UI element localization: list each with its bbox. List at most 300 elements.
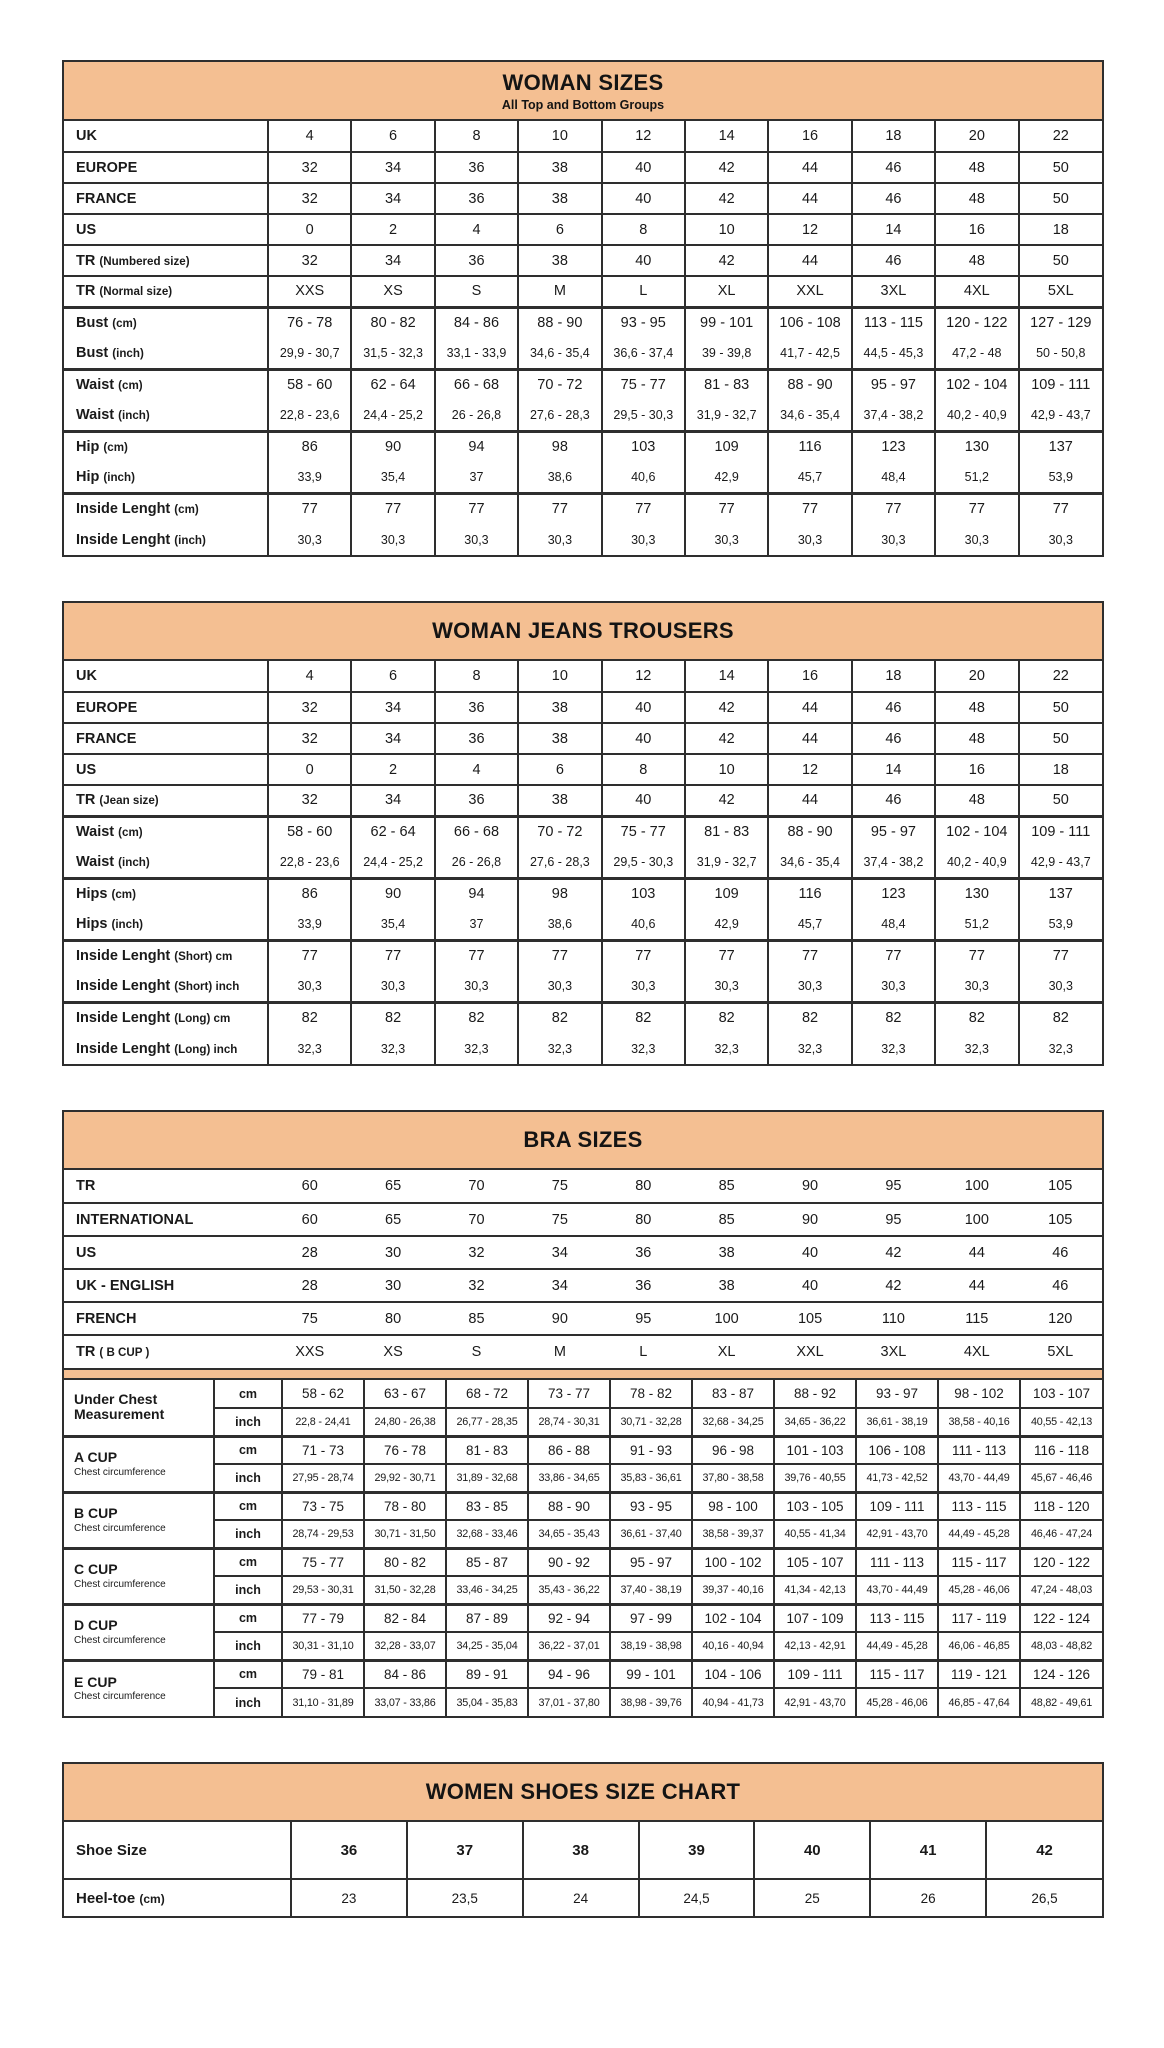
bra-sizes-table: [64, 1170, 1102, 1368]
table-row: [64, 1492, 1102, 1520]
size-cell: 95: [852, 1203, 935, 1236]
size-cell: 137: [1019, 431, 1102, 462]
row-label-detail: (cm): [112, 317, 137, 331]
size-cell: 35,4: [351, 909, 434, 940]
size-cell: 5XL: [1019, 1335, 1102, 1368]
size-cell: 34,6 - 35,4: [768, 847, 851, 878]
size-cell: 12: [602, 661, 685, 692]
size-cell: S: [435, 276, 518, 307]
size-cell: 0: [268, 754, 351, 785]
size-cell: 79 - 81: [282, 1660, 364, 1688]
cup-name: D CUP: [74, 1617, 118, 1634]
size-cell: 32: [268, 245, 351, 276]
size-cell: 50: [1019, 183, 1102, 214]
size-cell: 120 - 122: [1020, 1548, 1102, 1576]
size-cell: 58 - 60: [268, 369, 351, 400]
size-cell: 42,9 - 43,7: [1019, 847, 1102, 878]
size-cell: 30,3: [685, 971, 768, 1002]
size-cell: 105: [1048, 1178, 1073, 1194]
size-cell: 42: [685, 692, 768, 723]
size-cell: 30,3: [268, 524, 351, 555]
cup-name: B CUP: [74, 1505, 118, 1522]
table-row: [64, 1548, 1102, 1576]
row-label: Inside Lenght (Short) inch: [76, 977, 240, 994]
size-cell: 98: [518, 431, 601, 462]
table-row: [64, 785, 1102, 816]
size-cell: 102 - 104: [935, 816, 1018, 847]
row-label: US: [64, 754, 268, 785]
size-cell: 24,80 - 26,38: [364, 1408, 446, 1436]
size-cell: 30,3: [602, 524, 685, 555]
size-cell: 40,16 - 40,94: [692, 1632, 774, 1660]
size-cell: 105: [1019, 1203, 1102, 1236]
size-cell: 75: [551, 1178, 568, 1194]
size-cell: 50 - 50,8: [1019, 338, 1102, 369]
row-label: Waist (inch): [76, 406, 150, 423]
size-cell: 30,3: [768, 524, 851, 555]
size-cell: 75 - 77: [282, 1548, 364, 1576]
size-cell: 58 - 60: [268, 816, 351, 847]
size-cell: 90: [351, 431, 434, 462]
size-cell: 36: [435, 692, 518, 723]
size-cell: 117 - 119: [938, 1604, 1020, 1632]
size-cell: 26 - 26,8: [435, 400, 518, 431]
size-cell: 93 - 95: [610, 1492, 692, 1520]
size-cell: 14: [852, 214, 935, 245]
size-cell: S: [435, 1335, 518, 1368]
size-cell: 90 - 92: [528, 1548, 610, 1576]
size-cell: 38: [685, 1236, 768, 1269]
size-cell: 77: [518, 940, 601, 971]
table-row: [64, 1464, 1102, 1492]
size-cell: 53,9: [1019, 909, 1102, 940]
size-cell: 77: [518, 493, 601, 524]
size-cell: 46: [852, 785, 935, 816]
size-cell: 42: [685, 723, 768, 754]
size-cell: 32,3: [435, 1033, 518, 1064]
row-label: [64, 1660, 214, 1716]
size-cell: 10: [518, 121, 601, 152]
row-label-detail: (Normal size): [99, 285, 173, 299]
size-cell: 4: [435, 214, 518, 245]
size-cell: 70 - 72: [518, 369, 601, 400]
table-row: [64, 1436, 1102, 1464]
table-row: [64, 816, 1102, 847]
bra-cup-table: [64, 1380, 1102, 1716]
woman-sizes-title: WOMAN SIZES: [502, 70, 664, 95]
table-row: [64, 754, 1102, 785]
unit-label-inch: inch: [214, 1520, 282, 1548]
size-cell: 31,89 - 32,68: [446, 1464, 528, 1492]
size-cell: 109: [685, 431, 768, 462]
size-cell: 33,07 - 33,86: [364, 1688, 446, 1716]
size-cell: 32: [268, 785, 351, 816]
table-row: [64, 338, 1102, 369]
row-label-detail: (inch): [118, 855, 150, 869]
size-cell: 77: [685, 493, 768, 524]
size-cell: 70 - 72: [518, 816, 601, 847]
size-cell: 35,43 - 36,22: [528, 1576, 610, 1604]
size-cell: XXL: [768, 1335, 851, 1368]
size-cell: 34,6 - 35,4: [768, 400, 851, 431]
size-cell: 40: [602, 245, 685, 276]
size-cell: 44: [935, 1269, 1018, 1302]
size-cell: 51,2: [935, 462, 1018, 493]
row-label: UK - ENGLISH: [64, 1269, 268, 1302]
size-cell: 42: [852, 1236, 935, 1269]
size-cell: 34: [351, 245, 434, 276]
size-cell: 109: [685, 878, 768, 909]
size-cell: 48: [935, 183, 1018, 214]
row-label: UK: [76, 128, 97, 144]
unit-label-inch: inch: [214, 1688, 282, 1716]
size-cell: 26,77 - 28,35: [446, 1408, 528, 1436]
cup-name: C CUP: [74, 1561, 118, 1578]
size-cell: 111 - 113: [856, 1548, 938, 1576]
row-label-detail: (cm): [103, 441, 128, 455]
size-cell: 82: [602, 1002, 685, 1033]
size-cell: 107 - 109: [774, 1604, 856, 1632]
size-cell: 82: [351, 1002, 434, 1033]
size-cell: 66 - 68: [435, 369, 518, 400]
size-cell: 46,85 - 47,64: [938, 1688, 1020, 1716]
table-row: [64, 1002, 1102, 1033]
size-cell: 28,74 - 30,31: [528, 1408, 610, 1436]
table-row: [64, 431, 1102, 462]
size-cell: 32: [268, 692, 351, 723]
size-cell: 26,5: [986, 1879, 1102, 1916]
size-cell: 3XL: [852, 276, 935, 307]
size-cell: 18: [1019, 214, 1102, 245]
size-cell: 100: [935, 1203, 1018, 1236]
size-cell: 46: [1019, 1236, 1102, 1269]
size-cell: 24,4 - 25,2: [351, 847, 434, 878]
row-label: Inside Lenght (inch): [76, 531, 206, 548]
table-row: [64, 878, 1102, 909]
size-cell: 6: [351, 661, 434, 692]
row-label-detail: (Numbered size): [99, 254, 190, 268]
woman-sizes-subtitle: All Top and Bottom Groups: [501, 98, 665, 112]
size-cell: 30,3: [852, 971, 935, 1002]
woman-sizes-table: [64, 121, 1102, 555]
size-cell: 10: [518, 661, 601, 692]
size-cell: 102 - 104: [935, 369, 1018, 400]
size-cell: 62 - 64: [351, 369, 434, 400]
size-cell: 60: [301, 1178, 318, 1194]
size-cell: 130: [935, 878, 1018, 909]
size-cell: 110: [852, 1302, 935, 1335]
row-label: Hips (inch): [76, 915, 144, 932]
size-cell: 43,70 - 44,49: [938, 1464, 1020, 1492]
size-cell: 95: [602, 1302, 685, 1335]
unit-label-cm: cm: [214, 1436, 282, 1464]
size-cell: 27,6 - 28,3: [518, 847, 601, 878]
size-cell: 88 - 90: [518, 307, 601, 338]
size-cell: 30,3: [435, 971, 518, 1002]
size-cell: 39,37 - 40,16: [692, 1576, 774, 1604]
size-cell: 29,5 - 30,3: [602, 400, 685, 431]
size-cell: 22: [1019, 121, 1102, 152]
row-label: Hips (cm): [64, 878, 268, 909]
size-cell: 124 - 126: [1020, 1660, 1102, 1688]
row-label: [64, 1436, 214, 1492]
size-cell: 20: [935, 661, 1018, 692]
size-cell: 87 - 89: [446, 1604, 528, 1632]
size-cell: 38: [523, 1822, 639, 1879]
size-cell: 29,53 - 30,31: [282, 1576, 364, 1604]
size-cell: 77: [268, 493, 351, 524]
size-cell: 75 - 77: [602, 816, 685, 847]
size-cell: 81 - 83: [685, 816, 768, 847]
size-cell: 42,13 - 42,91: [774, 1632, 856, 1660]
size-cell: 76 - 78: [364, 1436, 446, 1464]
size-cell: 16: [768, 661, 851, 692]
size-cell: 93 - 97: [856, 1380, 938, 1408]
size-cell: 82: [268, 1002, 351, 1033]
size-cell: 100: [964, 1178, 989, 1194]
size-cell: 41,7 - 42,5: [768, 338, 851, 369]
size-cell: 42: [685, 785, 768, 816]
size-cell: 35,04 - 35,83: [446, 1688, 528, 1716]
size-cell: 33,86 - 34,65: [528, 1464, 610, 1492]
row-label: Inside Lenght (cm): [64, 493, 268, 524]
size-cell: 50: [1019, 723, 1102, 754]
size-cell: 12: [768, 214, 851, 245]
size-cell: 80: [351, 1302, 434, 1335]
size-cell: 82: [685, 1002, 768, 1033]
row-label: US: [64, 1236, 268, 1269]
size-cell: XL: [685, 1335, 768, 1368]
size-cell: XS: [351, 276, 434, 307]
cup-subtitle: Chest circumference: [74, 1466, 166, 1478]
size-cell: 115 - 117: [856, 1660, 938, 1688]
cup-name: Under Chest Measurement: [74, 1390, 165, 1423]
unit-label-cm: cm: [214, 1492, 282, 1520]
size-cell: 119 - 121: [938, 1660, 1020, 1688]
size-cell: 83 - 85: [446, 1492, 528, 1520]
size-cell: 85: [718, 1178, 735, 1194]
woman-sizes-header: [64, 62, 1102, 121]
size-cell: M: [518, 276, 601, 307]
size-cell: 53,9: [1019, 462, 1102, 493]
size-cell: 83 - 87: [692, 1380, 774, 1408]
jeans-trousers-header: [64, 603, 1102, 661]
size-cell: 37,40 - 38,19: [610, 1576, 692, 1604]
size-cell: 22: [1019, 661, 1102, 692]
size-cell: 40: [754, 1822, 870, 1879]
size-cell: XS: [351, 1335, 434, 1368]
size-cell: 76 - 78: [268, 307, 351, 338]
size-cell: 40: [602, 183, 685, 214]
size-cell: 34,25 - 35,04: [446, 1632, 528, 1660]
size-cell: 26 - 26,8: [435, 847, 518, 878]
size-cell: 4: [268, 121, 351, 152]
size-cell: 50: [1019, 785, 1102, 816]
size-cell: 32,3: [768, 1033, 851, 1064]
size-cell: 94: [435, 878, 518, 909]
size-cell: 30,3: [351, 971, 434, 1002]
size-cell: 34: [518, 1236, 601, 1269]
size-cell: 44: [768, 183, 851, 214]
size-cell: 99 - 101: [610, 1660, 692, 1688]
size-cell: 34: [351, 152, 434, 183]
size-cell: 103: [602, 878, 685, 909]
size-cell: 38,6: [518, 462, 601, 493]
size-cell: 38: [518, 723, 601, 754]
size-cell: 44: [768, 152, 851, 183]
table-row: [64, 1660, 1102, 1688]
table-row: [64, 400, 1102, 431]
size-cell: 22,8 - 23,6: [268, 847, 351, 878]
row-label: Waist (cm): [64, 369, 268, 400]
size-cell: 35,83 - 36,61: [610, 1464, 692, 1492]
table-row: [64, 1408, 1102, 1436]
cup-name: E CUP: [74, 1673, 117, 1690]
table-row: [64, 1632, 1102, 1660]
size-cell: 32: [268, 723, 351, 754]
size-cell: 80 - 82: [364, 1548, 446, 1576]
size-cell: 14: [685, 121, 768, 152]
size-cell: 39,76 - 40,55: [774, 1464, 856, 1492]
size-cell: 77: [768, 940, 851, 971]
size-cell: 36: [291, 1822, 407, 1879]
size-cell: 86 - 88: [528, 1436, 610, 1464]
table-row: [64, 276, 1102, 307]
size-cell: 32,3: [1019, 1033, 1102, 1064]
size-cell: 26: [870, 1879, 986, 1916]
size-cell: 84 - 86: [435, 307, 518, 338]
size-cell: 101 - 103: [774, 1436, 856, 1464]
size-cell: 30,3: [518, 971, 601, 1002]
size-cell: 20: [935, 121, 1018, 152]
size-cell: 73 - 75: [282, 1492, 364, 1520]
size-cell: 4: [268, 661, 351, 692]
size-cell: 36: [435, 183, 518, 214]
size-cell: 45,7: [768, 462, 851, 493]
row-label: Inside Lenght (Short) cm: [64, 940, 268, 971]
size-cell: 46: [852, 183, 935, 214]
size-cell: 81 - 83: [685, 369, 768, 400]
size-cell: 44: [935, 1236, 1018, 1269]
size-cell: 38: [518, 245, 601, 276]
size-cell: 95: [885, 1178, 902, 1194]
size-cell: 28: [268, 1269, 351, 1302]
size-cell: 44: [768, 785, 851, 816]
size-cell: 35,4: [351, 462, 434, 493]
size-cell: 44: [768, 692, 851, 723]
size-cell: 71 - 73: [282, 1436, 364, 1464]
size-cell: 41,34 - 42,13: [774, 1576, 856, 1604]
size-cell: 42: [685, 183, 768, 214]
size-cell: L: [602, 276, 685, 307]
size-cell: 23,5: [407, 1879, 523, 1916]
size-cell: 14: [852, 754, 935, 785]
size-cell: 10: [685, 214, 768, 245]
unit-label-inch: inch: [214, 1408, 282, 1436]
size-cell: 34: [351, 183, 434, 214]
size-cell: 6: [351, 121, 434, 152]
table-row: [64, 524, 1102, 555]
size-cell: 82: [768, 1002, 851, 1033]
size-cell: 78 - 80: [364, 1492, 446, 1520]
size-cell: 48: [935, 152, 1018, 183]
size-cell: 86: [268, 878, 351, 909]
size-cell: 113 - 115: [856, 1604, 938, 1632]
size-cell: 70: [468, 1178, 485, 1194]
table-row: [64, 1335, 1102, 1368]
table-row: [64, 1170, 1102, 1203]
row-label: [64, 1492, 214, 1548]
size-cell: 46: [852, 245, 935, 276]
size-cell: 38,98 - 39,76: [610, 1688, 692, 1716]
row-label-detail: ( B CUP ): [99, 1346, 150, 1359]
cup-subtitle: Chest circumference: [74, 1634, 166, 1646]
size-cell: 73 - 77: [528, 1380, 610, 1408]
size-cell: 29,9 - 30,7: [268, 338, 351, 369]
size-cell: 46: [852, 692, 935, 723]
size-cell: 36: [435, 785, 518, 816]
size-cell: 77: [685, 940, 768, 971]
bra-sizes-header: [64, 1112, 1102, 1170]
size-cell: 36,22 - 37,01: [528, 1632, 610, 1660]
size-cell: 4XL: [935, 276, 1018, 307]
unit-label-inch: inch: [214, 1464, 282, 1492]
size-cell: 40: [602, 692, 685, 723]
row-label: Bust (cm): [64, 307, 268, 338]
table-row: [64, 152, 1102, 183]
size-cell: 4XL: [935, 1335, 1018, 1368]
row-label: TR: [76, 1178, 96, 1194]
size-cell: 80: [635, 1178, 652, 1194]
size-cell: 44,5 - 45,3: [852, 338, 935, 369]
size-cell: 41,73 - 42,52: [856, 1464, 938, 1492]
row-label: Waist (inch): [76, 853, 150, 870]
size-cell: 40,6: [602, 909, 685, 940]
size-cell: 50: [1019, 152, 1102, 183]
shoes-section: [62, 1762, 1104, 1918]
row-label-detail: (inch): [118, 408, 150, 422]
size-cell: 42,9 - 43,7: [1019, 400, 1102, 431]
size-cell: 80 - 82: [351, 307, 434, 338]
size-cell: 77: [351, 940, 434, 971]
size-cell: 30,71 - 32,28: [610, 1408, 692, 1436]
size-cell: 16: [935, 754, 1018, 785]
size-cell: 95 - 97: [610, 1548, 692, 1576]
size-cell: XL: [685, 276, 768, 307]
size-cell: 102 - 104: [692, 1604, 774, 1632]
row-label: FRANCE: [64, 183, 268, 214]
size-cell: 65: [385, 1178, 402, 1194]
size-cell: 47,24 - 48,03: [1020, 1576, 1102, 1604]
size-cell: 82: [1019, 1002, 1102, 1033]
size-cell: 32,3: [268, 1033, 351, 1064]
size-cell: 37: [435, 462, 518, 493]
size-cell: 42: [685, 245, 768, 276]
size-cell: 18: [852, 661, 935, 692]
unit-label-inch: inch: [214, 1632, 282, 1660]
size-cell: 27,6 - 28,3: [518, 400, 601, 431]
size-cell: 30,31 - 31,10: [282, 1632, 364, 1660]
row-label: Waist (cm): [64, 816, 268, 847]
row-label: TR (Normal size): [64, 276, 268, 307]
size-cell: 32: [268, 152, 351, 183]
cup-name: A CUP: [74, 1449, 118, 1466]
size-cell: 100 - 102: [692, 1548, 774, 1576]
size-cell: 94: [435, 431, 518, 462]
size-cell: 95 - 97: [852, 816, 935, 847]
size-cell: 31,9 - 32,7: [685, 400, 768, 431]
table-row: [64, 1033, 1102, 1064]
